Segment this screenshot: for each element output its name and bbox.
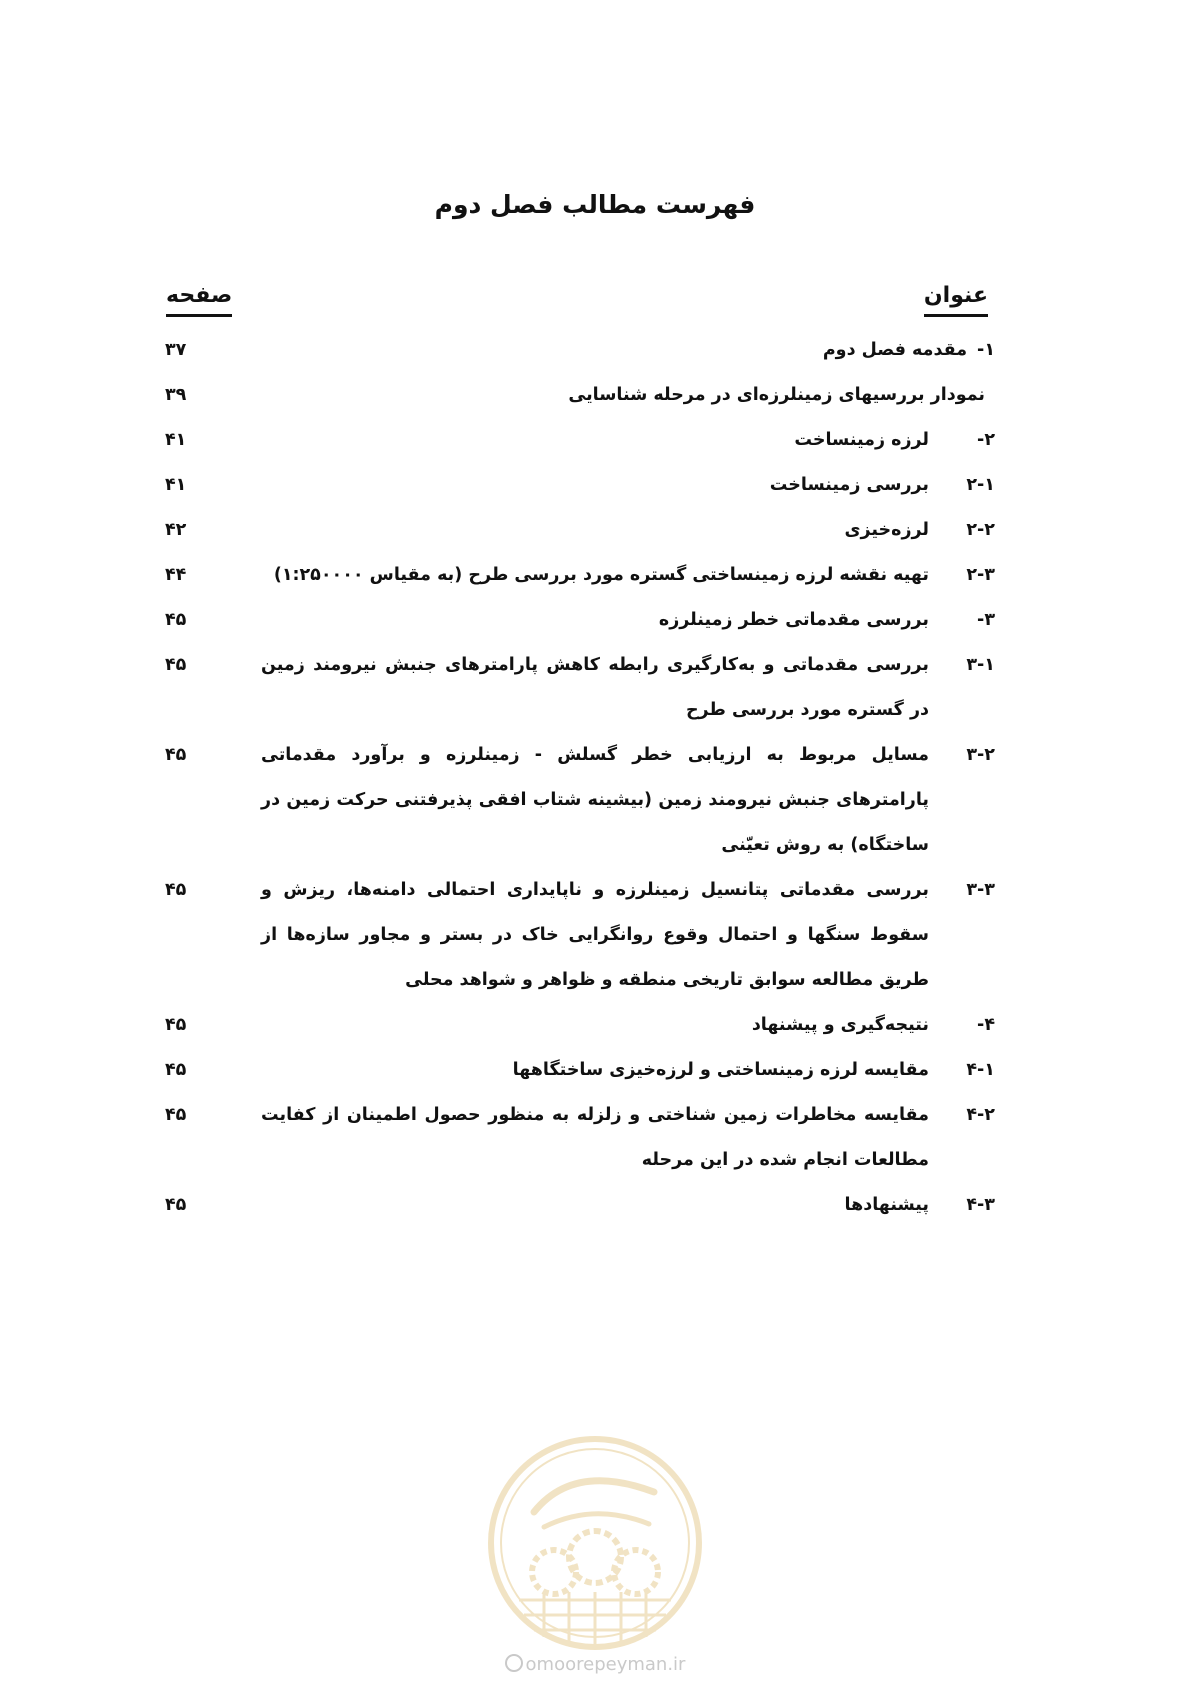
toc-title: لرزه زمینساخت — [794, 430, 929, 450]
page-title: فهرست مطالب فصل دوم — [434, 190, 756, 219]
toc-row — [165, 418, 995, 463]
toc-title: مقدمه فصل دوم — [822, 340, 968, 360]
toc-page-number: ۴۵ — [165, 655, 187, 675]
toc-number: ۲-۱ — [966, 475, 995, 495]
toc-page-number: ۴۵ — [165, 1060, 187, 1080]
toc-number: ۴-۲ — [966, 1105, 995, 1125]
toc-title: نتیجه‌گیری و پیشنهاد — [751, 1015, 929, 1035]
toc-number: ۴-۱ — [966, 1060, 995, 1080]
toc-title: پیشنهادها — [844, 1195, 929, 1215]
toc-row — [165, 868, 995, 1003]
toc-number: ۳-۲ — [966, 745, 995, 765]
toc-page-number: ۴۲ — [165, 520, 187, 540]
toc-row — [165, 1093, 995, 1183]
toc-title: مسایل مربوط به ارزیابی خطر گسلش - زمینلرزه و برآورد مقدماتی پارامترهای جنبش نیرومند زمین (بیشینه شتاب افقی پذیرفتنی حرکت زمین در ساختگاه) به روش تعیّنی — [261, 745, 929, 855]
toc-row — [165, 733, 995, 868]
watermark-site — [0, 1654, 1190, 1675]
toc-title: لرزه‌خیزی — [844, 520, 929, 540]
toc-number: ۳-۳ — [966, 880, 995, 900]
watermark-site-text: omoorepeyman.ir — [525, 1654, 686, 1675]
watermark-logo — [484, 1432, 706, 1654]
toc-page-number: ۳۹ — [165, 385, 187, 405]
toc-title: مقایسه مخاطرات زمین شناختی و زلزله به منظور حصول اطمینان از کفایت مطالعات انجام شده در این مرحله — [261, 1105, 929, 1170]
toc-page-number: ۴۵ — [165, 1015, 187, 1035]
toc-page-number: ۳۷ — [165, 340, 187, 360]
toc-number: ۱- — [977, 340, 995, 360]
toc-row — [165, 1003, 995, 1048]
toc-row — [165, 328, 995, 373]
toc-title: بررسی مقدماتی و به‌کارگیری رابطه کاهش پارامترهای جنبش نیرومند زمین در گستره مورد بررسی طرح — [261, 655, 929, 720]
toc-page-number: ۴۵ — [165, 745, 187, 765]
toc-row — [165, 643, 995, 733]
toc-number: ۲-۳ — [966, 565, 995, 585]
toc-title: تهیه نقشه لرزه زمینساختی گستره مورد بررسی طرح (به مقیاس ۱:۲۵۰۰۰۰) — [273, 565, 929, 585]
toc-number: ۲-۲ — [966, 520, 995, 540]
toc-title: بررسی مقدماتی پتانسیل زمینلرزه و ناپایداری احتمالی دامنه‌ها، ریزش و سقوط سنگها و احتمال وقوع روانگرایی خاک در بستر و مجاور سازه‌ها از طریق مطالعه سوابق تاریخی منطقه و ظواهر و شواهد محلی — [261, 880, 929, 990]
toc-number: ۳- — [977, 610, 995, 630]
toc-number: ۴- — [977, 1015, 995, 1035]
toc-title: مقایسه لرزه زمینساختی و لرزه‌خیزی ساختگاهها — [512, 1060, 929, 1080]
table-of-contents — [165, 328, 995, 1228]
column-header-title: عنوان — [924, 282, 988, 317]
toc-number: ۴-۳ — [966, 1195, 995, 1215]
toc-row — [165, 1048, 995, 1093]
toc-page-number: ۴۵ — [165, 1195, 187, 1215]
toc-page-number: ۴۱ — [165, 475, 187, 495]
toc-page-number: ۴۴ — [165, 565, 187, 585]
toc-page-number: ۴۵ — [165, 610, 187, 630]
toc-row — [165, 553, 995, 598]
toc-title: بررسی مقدماتی خطر زمینلرزه — [658, 610, 929, 630]
toc-row — [165, 463, 995, 508]
toc-page-number: ۴۵ — [165, 880, 187, 900]
toc-row — [165, 1183, 995, 1228]
toc-title: بررسی زمینساخت — [769, 475, 929, 495]
toc-title: نمودار بررسیهای زمینلرزه‌ای در مرحله شناسایی — [568, 385, 985, 405]
toc-page-number: ۴۵ — [165, 1105, 187, 1125]
toc-page-number: ۴۱ — [165, 430, 187, 450]
toc-number: ۳-۱ — [966, 655, 995, 675]
column-header-page: صفحه — [166, 282, 232, 317]
globe-icon — [505, 1654, 523, 1672]
toc-row — [165, 508, 995, 553]
toc-row — [165, 373, 995, 418]
toc-row — [165, 598, 995, 643]
toc-number: ۲- — [977, 430, 995, 450]
